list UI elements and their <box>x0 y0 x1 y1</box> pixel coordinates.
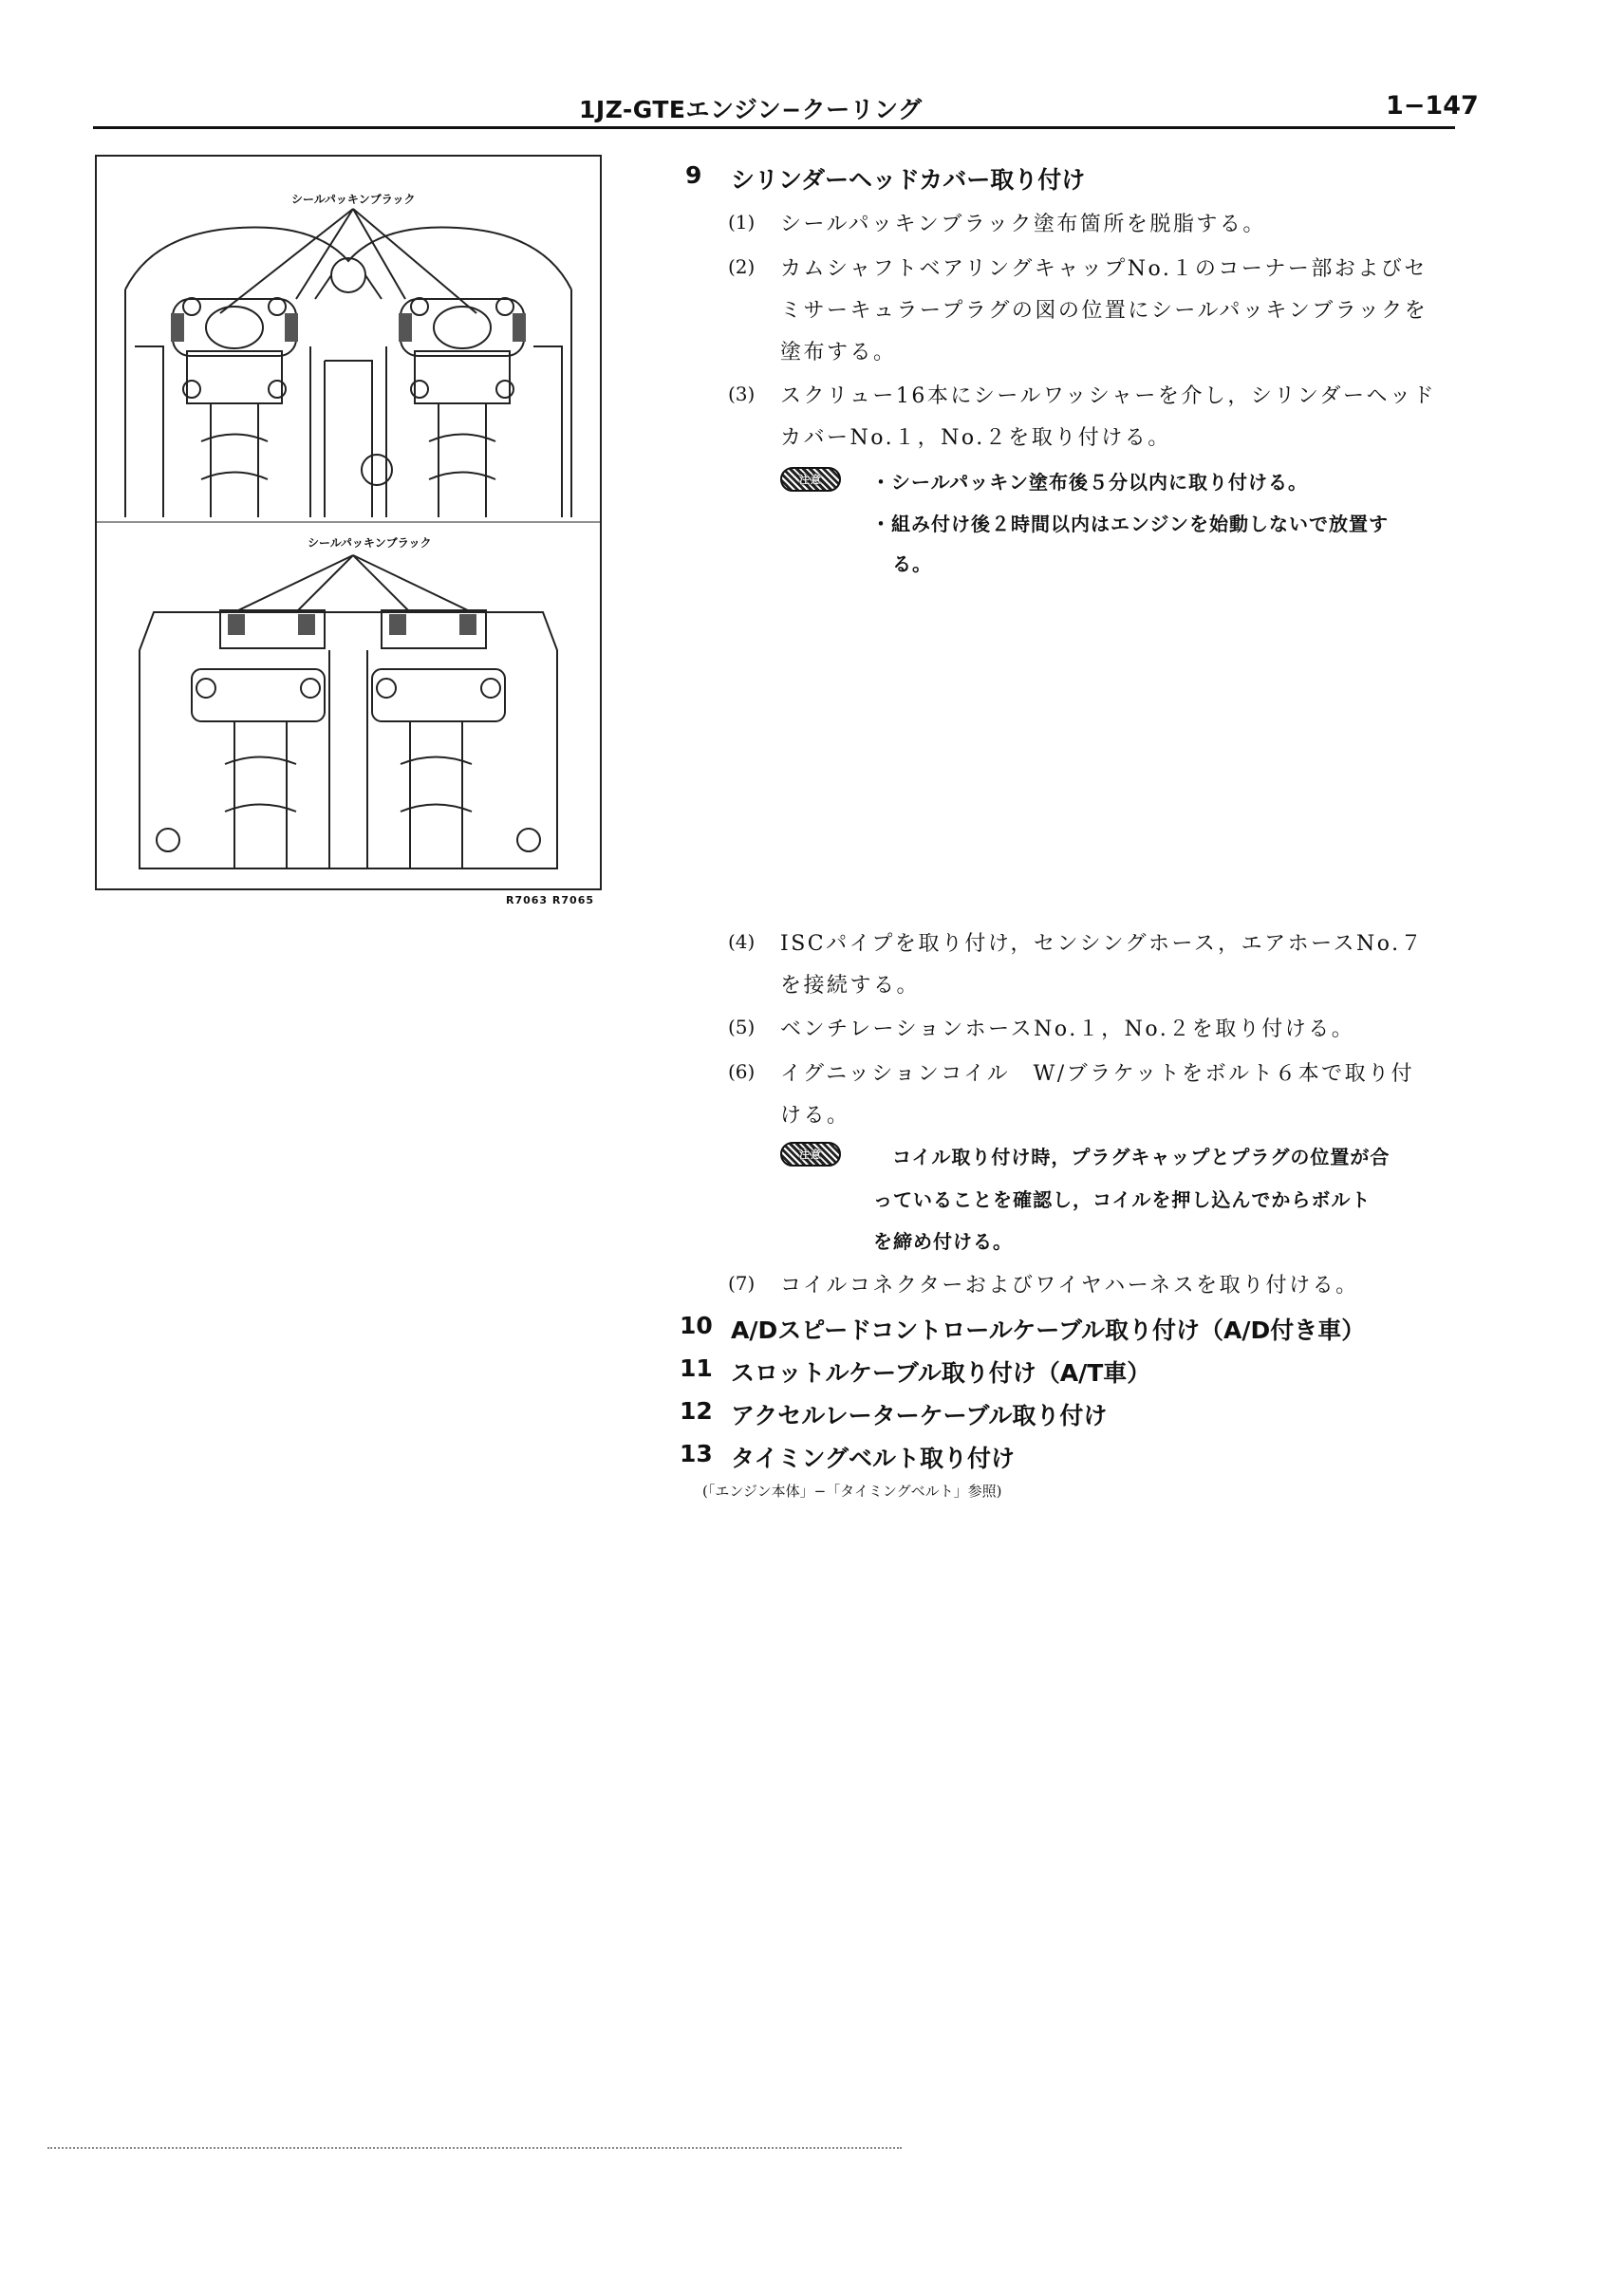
item-7-line-1: コイルコネクターおよびワイヤハーネスを取り付ける。 <box>780 1274 1359 1298</box>
step-10-number: 10 <box>680 1312 713 1339</box>
item-2-line-3: 塗布する。 <box>780 341 897 364</box>
step-9-number: 9 <box>685 161 702 189</box>
caution-badge-2 <box>780 1142 841 1167</box>
caution-badge-1 <box>780 467 841 492</box>
item-4-number: (4) <box>728 930 756 953</box>
figure-label-top: シールパッキンブラック <box>291 193 416 206</box>
header-divider <box>93 126 1455 129</box>
item-4-line-2: を接続する。 <box>780 974 921 998</box>
item-1-number: (1) <box>728 211 756 233</box>
step-13-title: タイミングベルト取り付け <box>731 1445 1016 1472</box>
step-9-title: シリンダーヘッドカバー取り付け <box>731 166 1086 194</box>
item-2-line-2: ミサーキュラープラグの図の位置にシールパッキンブラックを <box>780 299 1428 323</box>
reference-note: (「エンジン本体」−「タイミングベルト」参照) <box>702 1483 1002 1500</box>
item-2-line-1: カムシャフトベアリングキャップNo.１のコーナー部およびセ <box>780 257 1428 281</box>
caution-badge-2-label: 注意 <box>799 1148 822 1161</box>
item-7-number: (7) <box>728 1272 756 1295</box>
step-12-number: 12 <box>680 1397 713 1425</box>
step-12-title: アクセルレーターケーブル取り付け <box>731 1402 1108 1429</box>
step-13-number: 13 <box>680 1440 713 1467</box>
bottom-divider <box>47 2147 902 2149</box>
page-header-title: 1JZ-GTEエンジン−クーリング <box>579 96 923 123</box>
caution-badge-1-label: 注意 <box>799 474 822 486</box>
step-11-number: 11 <box>680 1354 713 1382</box>
note-1-line-3: る。 <box>892 552 932 575</box>
item-6-line-2: ける。 <box>780 1104 850 1128</box>
item-3-line-1: スクリュー16本にシールワッシャーを介し，シリンダーヘッド <box>780 384 1436 408</box>
engine-diagram-figure <box>95 155 602 890</box>
item-3-number: (3) <box>728 383 756 405</box>
note-2-line-2: っていることを確認し，コイルを押し込んでからボルト <box>873 1188 1372 1211</box>
figure-codes: R7063 R7065 <box>506 894 595 906</box>
note-1-line-2: ・組み付け後２時間以内はエンジンを始動しないで放置す <box>871 513 1389 535</box>
item-3-line-2: カバーNo.１，No.２を取り付ける。 <box>780 426 1171 450</box>
note-2-line-1: コイル取り付け時，プラグキャップとプラグの位置が合 <box>892 1146 1391 1168</box>
page-number: 1−147 <box>1386 91 1479 121</box>
item-4-line-1: ISCパイプを取り付け，センシングホース，エアホースNo.７ <box>780 932 1425 956</box>
item-5-line-1: ベンチレーションホースNo.１，No.２を取り付ける。 <box>780 1018 1355 1041</box>
item-6-line-1: イグニッションコイル W/ブラケットをボルト６本で取り付 <box>780 1062 1415 1086</box>
step-11-title: スロットルケーブル取り付け（A/T車） <box>731 1359 1151 1387</box>
note-2-line-3: を締め付ける。 <box>873 1230 1013 1253</box>
engine-diagram-drawing <box>97 157 600 888</box>
item-5-number: (5) <box>728 1016 756 1038</box>
item-1-line-1: シールパッキンブラック塗布箇所を脱脂する。 <box>780 213 1266 236</box>
note-1-line-1: ・シールパッキン塗布後５分以内に取り付ける。 <box>871 471 1308 494</box>
step-10-title: A/Dスピードコントロールケーブル取り付け（A/D付き車） <box>731 1316 1366 1344</box>
figure-label-bottom: シールパッキンブラック <box>308 536 432 550</box>
item-2-number: (2) <box>728 255 756 278</box>
item-6-number: (6) <box>728 1060 756 1083</box>
